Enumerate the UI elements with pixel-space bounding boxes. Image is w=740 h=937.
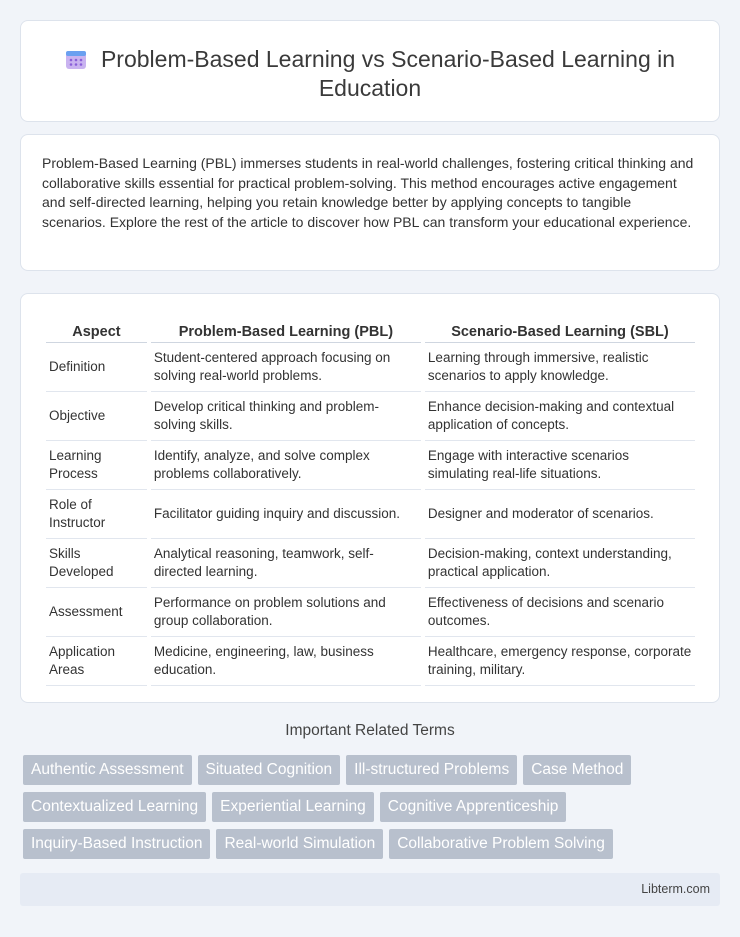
row-pbl: Performance on problem solutions and group collaboration. bbox=[151, 588, 421, 637]
tag-inquiry-based-instruction[interactable]: Inquiry-Based Instruction bbox=[23, 829, 210, 859]
row-sbl: Healthcare, emergency response, corporate training, military. bbox=[425, 637, 695, 686]
related-terms-list bbox=[23, 755, 723, 866]
related-terms-title: Important Related Terms bbox=[285, 722, 455, 739]
row-aspect: Assessment bbox=[46, 588, 147, 637]
row-sbl: Learning through immersive, realistic scenarios to apply knowledge. bbox=[425, 343, 695, 392]
tag-situated-cognition[interactable]: Situated Cognition bbox=[198, 755, 341, 785]
row-pbl: Facilitator guiding inquiry and discussion. bbox=[151, 490, 421, 539]
table-row bbox=[46, 637, 695, 686]
row-sbl: Enhance decision-making and contextual application of concepts. bbox=[425, 392, 695, 441]
table-row bbox=[46, 539, 695, 588]
row-pbl: Develop critical thinking and problem-solving skills. bbox=[151, 392, 421, 441]
row-aspect: Learning Process bbox=[46, 441, 147, 490]
row-pbl: Medicine, engineering, law, business education. bbox=[151, 637, 421, 686]
tag-contextualized-learning[interactable]: Contextualized Learning bbox=[23, 792, 206, 822]
table-row bbox=[46, 490, 695, 539]
tag-authentic-assessment[interactable]: Authentic Assessment bbox=[23, 755, 192, 785]
header-sbl: Scenario-Based Learning (SBL) bbox=[425, 315, 695, 343]
tag-experiential-learning[interactable]: Experiential Learning bbox=[212, 792, 374, 822]
row-aspect: Objective bbox=[46, 392, 147, 441]
table-row bbox=[46, 392, 695, 441]
table-row bbox=[46, 343, 695, 392]
row-sbl: Decision-making, context understanding, practical application. bbox=[425, 539, 695, 588]
row-aspect: Skills Developed bbox=[46, 539, 147, 588]
tag-case-method[interactable]: Case Method bbox=[523, 755, 631, 785]
footer-site-link[interactable]: Libterm.com bbox=[641, 882, 710, 896]
comparison-table-card bbox=[20, 293, 720, 703]
row-aspect: Definition bbox=[46, 343, 147, 392]
header-aspect: Aspect bbox=[46, 315, 147, 343]
row-pbl: Student-centered approach focusing on solving real-world problems. bbox=[151, 343, 421, 392]
tag-ill-structured-problems[interactable]: Ill-structured Problems bbox=[346, 755, 517, 785]
page-title: Problem-Based Learning vs Scenario-Based Learning in Education bbox=[100, 46, 676, 101]
tag-real-world-simulation[interactable]: Real-world Simulation bbox=[216, 829, 383, 859]
row-aspect: Role of Instructor bbox=[46, 490, 147, 539]
title-card bbox=[20, 20, 720, 122]
header-pbl: Problem-Based Learning (PBL) bbox=[151, 315, 421, 343]
table-row bbox=[46, 441, 695, 490]
calendar-icon bbox=[65, 48, 87, 70]
tag-collaborative-problem-solving[interactable]: Collaborative Problem Solving bbox=[389, 829, 613, 859]
row-pbl: Analytical reasoning, teamwork, self-directed learning. bbox=[151, 539, 421, 588]
table-header-row bbox=[46, 315, 695, 343]
row-pbl: Identify, analyze, and solve complex problems collaboratively. bbox=[151, 441, 421, 490]
tag-row bbox=[23, 829, 723, 859]
row-sbl: Effectiveness of decisions and scenario outcomes. bbox=[425, 588, 695, 637]
footer bbox=[20, 873, 720, 906]
tag-row bbox=[23, 792, 723, 822]
row-sbl: Engage with interactive scenarios simulating real-life situations. bbox=[425, 441, 695, 490]
table-row bbox=[46, 588, 695, 637]
comparison-table bbox=[42, 315, 699, 686]
page-title-wrap bbox=[21, 45, 719, 103]
tag-cognitive-apprenticeship[interactable]: Cognitive Apprenticeship bbox=[380, 792, 567, 822]
tag-row bbox=[23, 755, 723, 785]
intro-paragraph: Problem-Based Learning (PBL) immerses students in real-world challenges, fostering critical thinking and collaborative skills essential for practical problem-solving. This method encourages active engagement and self-directed learning, helping you retain knowledge better by applying concepts to tangible scenarios. Explore the rest of the article to discover how PBL can transform your educational experience. bbox=[42, 155, 694, 230]
intro-card bbox=[20, 134, 720, 271]
row-sbl: Designer and moderator of scenarios. bbox=[425, 490, 695, 539]
row-aspect: Application Areas bbox=[46, 637, 147, 686]
